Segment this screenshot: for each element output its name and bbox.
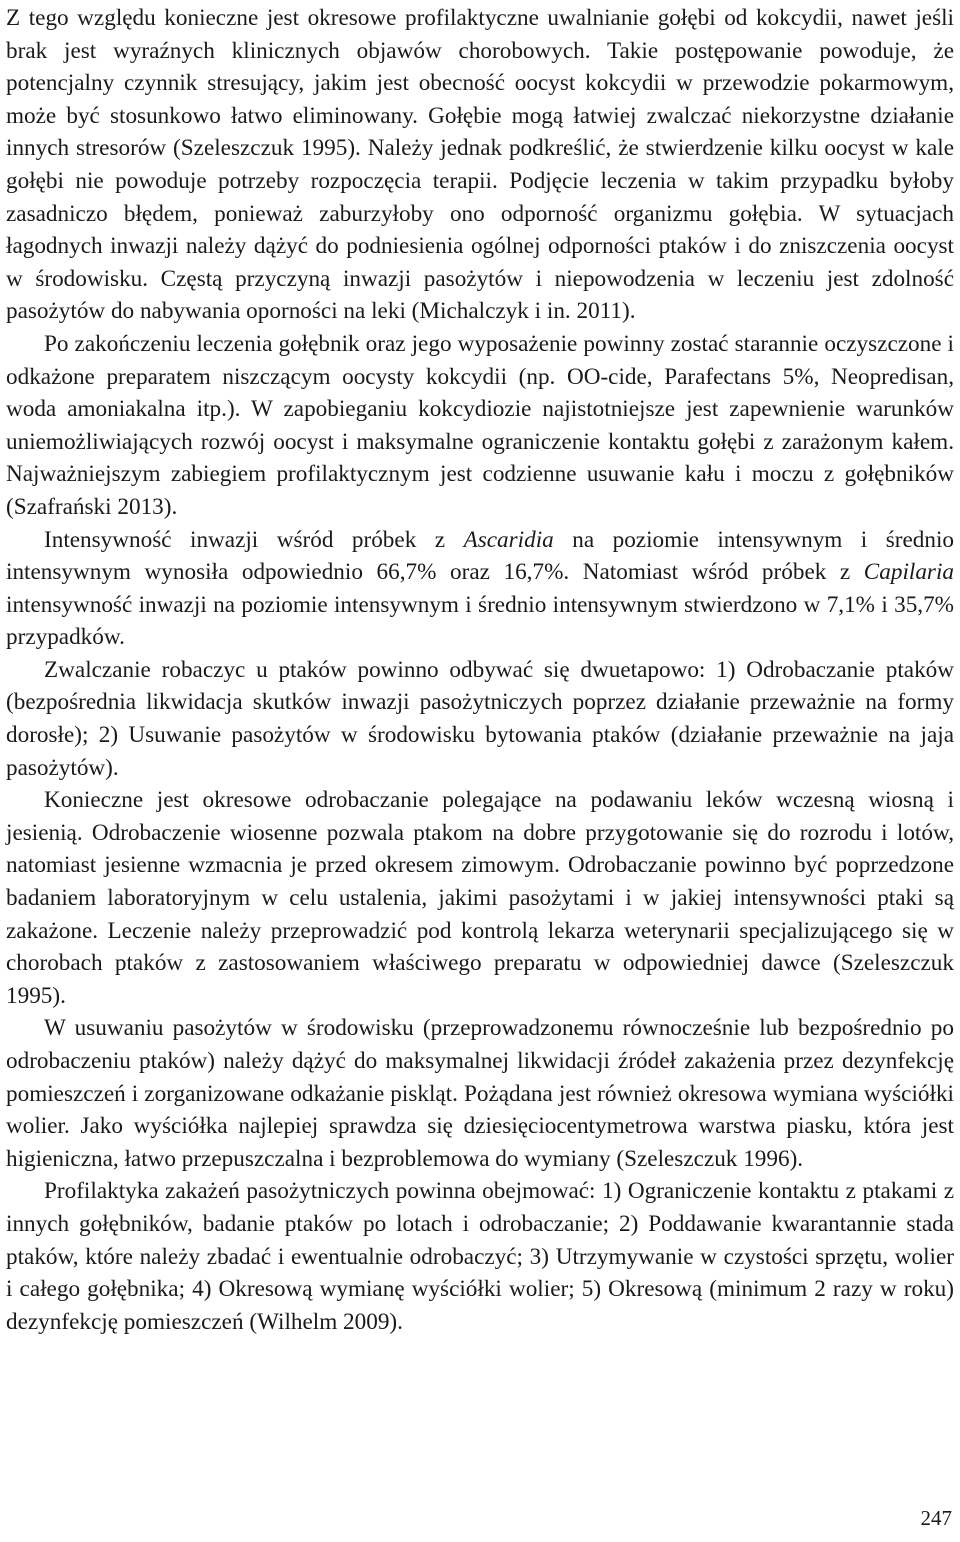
paragraph-5-text: Konieczne jest okresowe odrobaczanie polegające na podawaniu leków wczesną wiosną i jesienią. Odrobaczenie wiosenne pozwala ptakom na dobre przygotowanie się do rozrodu i lotów, natomiast jesienne wzmacnia je przed okresem zimowym. Odrobaczanie powinno być poprzedzone badaniem laboratoryjnym w celu ustalenia, jakimi pasożytami i w jakiej intensywności ptaki są zakażone. Leczenie należy przeprowadzić pod kontrolą lekarza weterynarii specjalizującego się w chorobach ptaków z zastosowaniem właściwego preparatu w odpowiedniej dawce (Szeleszczuk 1995). bbox=[6, 787, 954, 1009]
paragraph-3-text-c: intensywność inwazji na poziomie intensywnym i średnio intensywnym stwierdzono w 7,1% i 35,7% przypadków. bbox=[6, 591, 954, 651]
paragraph-3 bbox=[6, 524, 954, 654]
paragraph-4-text: Zwalczanie robaczyc u ptaków powinno odbywać się dwuetapowo: 1) Odrobaczanie ptaków (bezpośrednia likwidacja skutków inwazji pasożytniczych poprzez działanie przeważnie na formy dorosłe); 2) Usuwanie pasożytów w środowisku bytowania ptaków (działanie przeważnie na jaja pasożytów). bbox=[6, 656, 954, 781]
paragraph-7 bbox=[6, 1175, 954, 1338]
paragraph-7-text: Profilaktyka zakażeń pasożytniczych powinna obejmować: 1) Ograniczenie kontaktu z ptakami z innych gołębników, badanie ptaków po lotach i odrobaczanie; 2) Poddawanie kwarantannie stada ptaków, które należy zbadać i ewentualnie odrobaczyć; 3) Utrzymywanie w czystości sprzętu, wolier i całego gołębnika; 4) Okresową wymianę wyściółki wolier; 5) Okresową (minimum 2 razy w roku) dezynfekcję pomieszczeń (Wilhelm 2009). bbox=[6, 1178, 954, 1335]
paragraph-4 bbox=[6, 654, 954, 784]
paragraph-3-text-a: Intensywność inwazji wśród próbek z bbox=[44, 526, 464, 553]
genus-capilaria: Capilaria bbox=[863, 559, 954, 586]
page-number: 247 bbox=[920, 1506, 952, 1530]
paragraph-6 bbox=[6, 1012, 954, 1175]
paragraph-3-text-b: na poziomie intensywnym i średnio intensywnym wynosiła odpowiednio 66,7% oraz 16,7%. Natomiast wśród próbek z bbox=[6, 526, 954, 586]
page-body bbox=[6, 2, 954, 1338]
paragraph-6-text: W usuwaniu pasożytów w środowisku (przeprowadzonemu równocześnie lub bezpośrednio po odrobaczeniu ptaków) należy dążyć do maksymalnej likwidacji źródeł zakażenia przez dezynfekcję pomieszczeń i zorganizowane odkażanie piskląt. Pożądana jest również okresowa wymiana wyściółki wolier. Jako wyściółka najlepiej sprawdza się dziesięciocentymetrowa warstwa piasku, która jest higieniczna, łatwo przepuszczalna i bezproblemowa do wymiany (Szeleszczuk 1996). bbox=[6, 1015, 954, 1172]
paragraph-2 bbox=[6, 328, 954, 524]
paragraph-1 bbox=[6, 2, 954, 328]
paragraph-2-text: Po zakończeniu leczenia gołębnik oraz jego wyposażenie powinny zostać starannie oczyszczone i odkażone preparatem niszczącym oocysty kokcydii (np. OO-cide, Parafectans 5%, Neopredisan, woda amoniakalna itp.). W zapobieganiu kokcydiozie najistotniejsze jest zapewnienie warunków uniemożliwiających rozwój oocyst i maksymalne ograniczenie kontaktu gołębi z zarażonym kałem. Najważniejszym zabiegiem profilaktycznym jest codzienne usuwanie kału i moczu z gołębników (Szafrański 2013). bbox=[6, 330, 954, 520]
paragraph-5 bbox=[6, 784, 954, 1012]
paragraph-1-text: Z tego względu konieczne jest okresowe profilaktyczne uwalnianie gołębi od kokcydii, nawet jeśli brak jest wyraźnych klinicznych objawów chorobowych. Takie postępowanie powoduje, że potencjalny czynnik stresujący, jakim jest obecność oocyst kokcydii w przewodzie pokarmowym, może być stosunkowo łatwo eliminowany. Gołębie mogą łatwiej zwalczać niekorzystne działanie innych stresorów (Szeleszczuk 1995). Należy jednak podkreślić, że stwierdzenie kilku oocyst w kale gołębi nie powoduje potrzeby rozpoczęcia terapii. Podjęcie leczenia w takim przypadku byłoby zasadniczo błędem, ponieważ zaburzyłoby ono odporność organizmu gołębia. W sytuacjach łagodnych inwazji należy dążyć do podniesienia ogólnej odporności ptaków i do zniszczenia oocyst w środowisku. Częstą przyczyną inwazji pasożytów i niepowodzenia w leczeniu jest zdolność pasożytów do nabywania oporności na leki (Michalczyk i in. 2011). bbox=[6, 5, 954, 325]
genus-ascaridia: Ascaridia bbox=[463, 526, 554, 553]
